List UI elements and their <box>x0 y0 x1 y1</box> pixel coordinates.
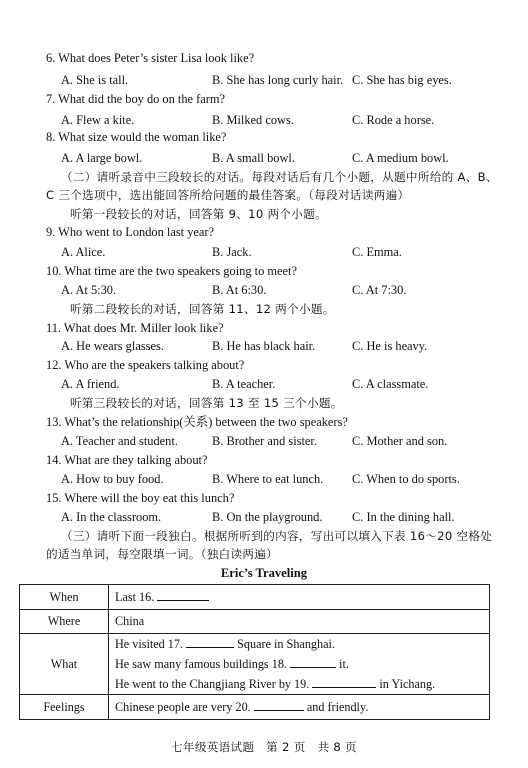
question-7: 7. What did the boy do on the farm? <box>46 92 226 106</box>
question-8: 8. What size would the woman like? <box>46 130 227 144</box>
where-label: Where <box>20 610 109 634</box>
q9-option-a: A. Alice. <box>61 245 106 259</box>
q12-option-a: A. A friend. <box>61 377 120 391</box>
blank-16[interactable] <box>157 589 209 601</box>
dialog-2-note: 听第二段较长的对话，回答第 11、12 两个小题。 <box>70 302 335 316</box>
q15-option-b: B. On the playground. <box>212 510 323 524</box>
q6-option-c: C. She has big eyes. <box>352 73 452 87</box>
what-line-2: He saw many famous buildings 18. it. <box>115 657 349 671</box>
info-table <box>19 584 490 720</box>
page-footer: 七年级英语试题 第 2 页 共 8 页 <box>171 740 357 754</box>
q8-option-a: A. A large bowl. <box>61 151 143 165</box>
q13-option-b: B. Brother and sister. <box>212 434 317 448</box>
dialog-1-note: 听第一段较长的对话，回答第 9、10 两个小题。 <box>70 207 327 221</box>
what-line-3: He went to the Changjiang River by 19. in Yichang. <box>115 677 436 691</box>
what-line-1: He visited 17. Square in Shanghai. <box>115 637 335 651</box>
section-2-instruction: （二）请听录音中三段较长的对话。每段对话后有几个小题，从题中所给的 A、B、 <box>61 170 498 184</box>
section-2-instruction-cont: C 三个选项中，选出能回答所给问题的最佳答案。（每段对话读两遍） <box>46 188 410 202</box>
dialog-3-note: 听第三段较长的对话，回答第 13 至 15 三个小题。 <box>70 396 343 410</box>
what-label: What <box>20 634 109 695</box>
q7-option-a: A. Flew a kite. <box>61 113 135 127</box>
q14-option-b: B. Where to eat lunch. <box>212 472 324 486</box>
q12-option-b: B. A teacher. <box>212 377 276 391</box>
question-15: 15. Where will the boy eat this lunch? <box>46 491 235 505</box>
question-10: 10. What time are the two speakers going to meet? <box>46 264 297 278</box>
q10-option-b: B. At 6:30. <box>212 283 267 297</box>
q7-option-c: C. Rode a horse. <box>352 113 435 127</box>
q15-option-a: A. In the classroom. <box>61 510 162 524</box>
blank-20[interactable] <box>254 699 304 711</box>
question-9: 9. Who went to London last year? <box>46 225 215 239</box>
section-3-instruction: （三）请听下面一段独白。根据所听到的内容，写出可以填入下表 16～20 空格处 <box>61 529 493 543</box>
q7-option-b: B. Milked cows. <box>212 113 294 127</box>
q13-option-a: A. Teacher and student. <box>61 434 178 448</box>
feelings-label: Feelings <box>20 695 109 720</box>
blank-17[interactable] <box>186 636 234 648</box>
table-title: Eric’s Traveling <box>220 566 308 580</box>
q8-option-c: C. A medium bowl. <box>352 151 449 165</box>
question-6: 6. What does Peter’s sister Lisa look like? <box>46 51 255 65</box>
section-3-instruction-cont: 的适当单词，每空限填一词。（独白读两遍） <box>46 547 279 561</box>
q11-option-b: B. He has black hair. <box>212 339 316 353</box>
q11-option-c: C. He is heavy. <box>352 339 428 353</box>
q14-option-c: C. When to do sports. <box>352 472 460 486</box>
q10-option-c: C. At 7:30. <box>352 283 407 297</box>
question-13: 13. What’s the relationship(关系) between the two speakers? <box>46 415 348 429</box>
q6-option-a: A. She is tall. <box>61 73 129 87</box>
q8-option-b: B. A small bowl. <box>212 151 295 165</box>
when-label: When <box>20 585 109 610</box>
table-row-feelings <box>20 695 490 720</box>
where-value: China <box>109 610 490 634</box>
q12-option-c: C. A classmate. <box>352 377 429 391</box>
table-row-what <box>20 634 490 695</box>
q9-option-b: B. Jack. <box>212 245 252 259</box>
when-value: Last 16. <box>109 585 490 610</box>
q14-option-a: A. How to buy food. <box>61 472 164 486</box>
q11-option-a: A. He wears glasses. <box>61 339 164 353</box>
q10-option-a: A. At 5:30. <box>61 283 117 297</box>
blank-18[interactable] <box>290 656 336 668</box>
q6-option-b: B. She has long curly hair. <box>212 73 344 87</box>
question-14: 14. What are they talking about? <box>46 453 208 467</box>
table-row-where <box>20 610 490 634</box>
q15-option-c: C. In the dining hall. <box>352 510 455 524</box>
q13-option-c: C. Mother and son. <box>352 434 448 448</box>
feelings-value: Chinese people are very 20. and friendly. <box>109 695 490 720</box>
what-values <box>109 634 490 695</box>
table-row-when <box>20 585 490 610</box>
q9-option-c: C. Emma. <box>352 245 402 259</box>
question-11: 11. What does Mr. Miller look like? <box>46 321 224 335</box>
question-12: 12. Who are the speakers talking about? <box>46 358 245 372</box>
blank-19[interactable] <box>312 676 376 688</box>
